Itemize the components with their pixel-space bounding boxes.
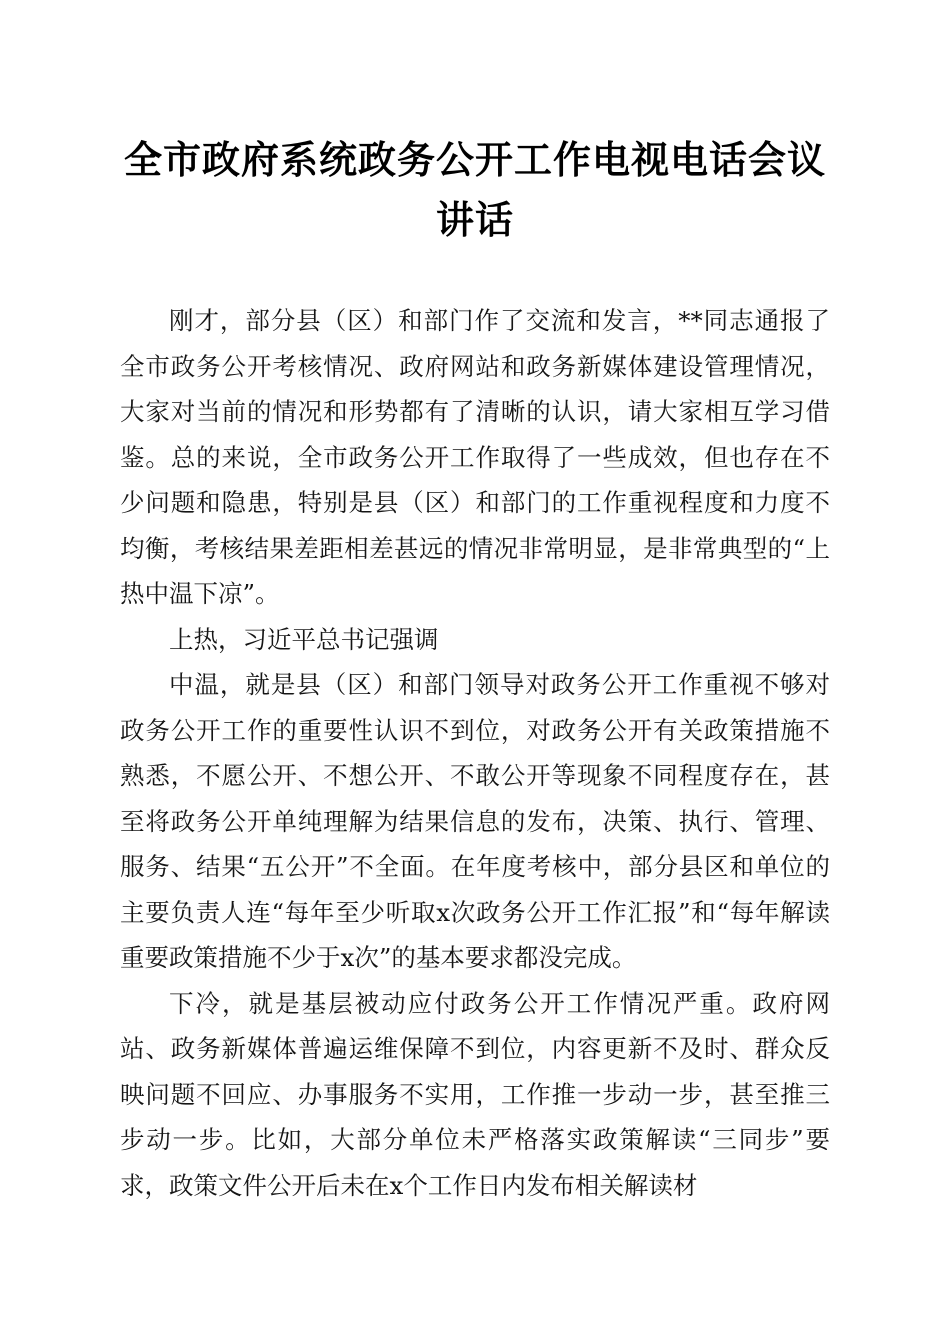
paragraph-2: 上热，习近平总书记强调 bbox=[169, 624, 439, 654]
paragraph-4: 下冷，就是基层被动应付政务公开工作情况严重。政府网站、政务新媒体普遍运维保障不到位，内容更新不及时、群众反映问题不回应、办事服务不实用，工作推一步动一步，甚至推三步动一步。比如，大部分单位未严格落实政策解读“三同步”要求，政策文件公开后未在x个工作日内发布相关解读材 bbox=[120, 988, 830, 1200]
paragraph-1: 刚才，部分县（区）和部门作了交流和发言，**同志通报了全市政务公开考核情况、政府网站和政务新媒体建设管理情况，大家对当前的情况和形势都有了清晰的认识，请大家相互学习借鉴。总的来说，全市政务公开工作取得了一些成效，但也存在不少问题和隐患，特别是县（区）和部门的工作重视程度和力度不均衡，考核结果差距相差甚远的情况非常明显，是非常典型的“上热中温下凉”。 bbox=[120, 306, 830, 608]
document-title: 全市政府系统政务公开工作电视电话会议讲话 bbox=[123, 137, 826, 242]
paragraph-3: 中温，就是县（区）和部门领导对政务公开工作重视不够对政务公开工作的重要性认识不到位，对政务公开有关政策措施不熟悉，不愿公开、不想公开、不敢公开等现象不同程度存在，甚至将政务公开单纯理解为结果信息的发布，决策、执行、管理、服务、结果“五公开”不全面。在年度考核中，部分县区和单位的主要负责人连“每年至少听取x次政务公开工作汇报”和“每年解读重要政策措施不少于x次”的基本要求都没完成。 bbox=[120, 670, 830, 972]
